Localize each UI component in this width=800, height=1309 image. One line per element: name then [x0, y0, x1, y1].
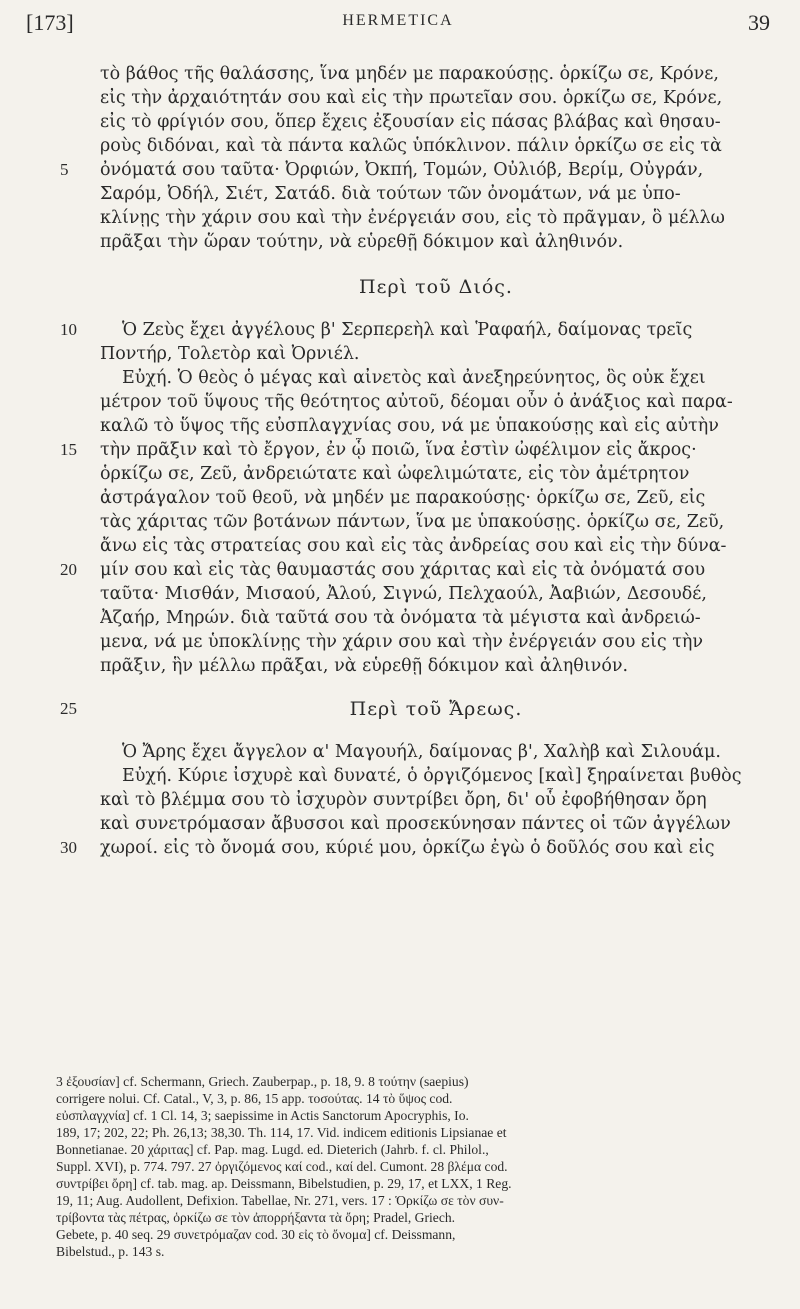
- page-number: 39: [748, 10, 770, 35]
- text-line: κλίνῃς τὴν χάριν σου καὶ τὴν ἐνέργειάν σου, εἰς τὸ πρᾶγμαν, ὃ μέλλω: [100, 208, 725, 228]
- text-line: μενα, νά με ὑποκλίνῃς τὴν χάριν σου καὶ τὴν ἐνέργειάν σου εἰς τὴν: [100, 632, 704, 652]
- footnote-line: 189, 17; 202, 22; Ph. 26,13; 38,30. Th. 114, 17. Vid. indicem editionis Lipsianae et: [56, 1125, 507, 1140]
- text-line: χωροί. εἰς τὸ ὄνομά σου, κύριέ μου, ὁρκίζω ἐγὼ ὁ δοῦλός σου καὶ εἰς: [100, 838, 715, 858]
- text-line: μέτρον τοῦ ὕψους τῆς θεότητος αὐτοῦ, δέομαι οὖν ὁ ἀνάξιος καὶ παρα-: [100, 392, 733, 412]
- text-line: μίν σου καὶ εἰς τὰς θαυμαστάς σου χάριτας καὶ εἰς τὰ ὀνόματά σου: [100, 560, 706, 580]
- line-number: 25: [60, 699, 77, 718]
- footnote-line: συντρίβει ὄρη] cf. tab. mag. ap. Deissmann, Bibelstudien, p. 29, 17, et LXX, 1 Reg.: [56, 1176, 512, 1191]
- footnote-line: τρίβοντα τὰς πέτρας, ὁρκίζω σε τὸν ἀπορρήξαντα τὰ ὄρη; Pradel, Griech.: [56, 1210, 456, 1225]
- section-heading: Περὶ τοῦ Ἄρεως.: [349, 698, 523, 720]
- footnote-line: 3 ἐξουσίαν] cf. Schermann, Griech. Zauberpap., p. 18, 9. 8 τούτην (saepius): [56, 1074, 469, 1089]
- text-line: καλῶ τὸ ὕψος τῆς εὐσπλαγχνίας σου, νά με ὑπακούσῃς καὶ εἰς αὐτὴν: [100, 416, 719, 436]
- line-number: 5: [60, 160, 69, 179]
- text-line: Εὐχή. Κύριε ἰσχυρὲ καὶ δυνατέ, ὁ ὀργιζόμενος [καὶ] ξηραίνεται βυθὸς: [122, 766, 742, 786]
- text-line: ροὺς διδόναι, καὶ τὰ πάντα καλῶς ὑπόκλινον. πάλιν ὁρκίζω σε εἰς τὰ: [100, 136, 722, 156]
- text-line: Ἀζαήρ, Μηρών. διὰ ταῦτά σου τὰ ὀνόματα τὰ μέγιστα καὶ ἀνδρειώ-: [100, 608, 701, 628]
- section-heading: Περὶ τοῦ Διός.: [359, 276, 513, 298]
- footnote-line: Gebete, p. 40 seq. 29 συνετρόμαζαν cod. 30 εἰς τὸ ὄνομα] cf. Deissmann,: [56, 1227, 456, 1242]
- line-number: 15: [60, 440, 77, 459]
- text-line: καὶ συνετρόμασαν ἄβυσσοι καὶ προσεκύνησαν πάντες οἱ τῶν ἀγγέλων: [100, 814, 731, 834]
- text-line: ὀνόματά σου ταῦτα· Ὀρφιών, Ὀκπή, Τομών, Οὐλιόβ, Βερίμ, Οὐγράν,: [100, 160, 704, 180]
- running-title: HERMETICA: [342, 12, 454, 29]
- text-line: Ὁ Ἄρης ἔχει ἄγγελον α' Μαγουήλ, δαίμονας β', Χαλὴβ καὶ Σιλουάμ.: [122, 742, 721, 762]
- text-line: τὰς χάριτας τῶν βοτάνων πάντων, ἵνα με ὑπακούσῃς. ὁρκίζω σε, Ζεῦ,: [100, 512, 725, 532]
- text-line: Ποντήρ, Τολετὸρ καὶ Ὀρνιέλ.: [100, 344, 360, 364]
- footnote-line: Bibelstud., p. 143 s.: [56, 1244, 165, 1259]
- text-line: Ὁ Ζεὺς ἔχει ἀγγέλους β' Σερπερεὴλ καὶ Ῥαφαήλ, δαίμονας τρεῖς: [122, 320, 693, 340]
- text-line: Εὐχή. Ὁ θεὸς ὁ μέγας καὶ αἰνετὸς καὶ ἀνεξηρεύνητος, ὃς οὐκ ἔχει: [122, 368, 706, 388]
- line-number: 20: [60, 560, 77, 579]
- text-line: Σαρόμ, Ὀδήλ, Σιέτ, Σατάδ. διὰ τούτων τῶν ὀνομάτων, νά με ὑπο-: [100, 184, 681, 204]
- footnote-line: Suppl. XVI), p. 774. 797. 27 ὀργιζόμενος καί cod., καί del. Cumont. 28 βλέμα cod.: [56, 1159, 508, 1174]
- line-number: 10: [60, 320, 77, 339]
- line-number: 30: [60, 838, 77, 857]
- text-line: πρᾶξαι τὴν ὥραν τούτην, νὰ εὑρεθῇ δόκιμον καὶ ἀληθινόν.: [100, 232, 624, 252]
- text-line: εἰς τὴν ἀρχαιότητάν σου καὶ εἰς τὴν πρωτεῖαν σου. ὁρκίζω σε, Κρόνε,: [100, 88, 723, 108]
- text-line: πρᾶξιν, ἣν μέλλω πρᾶξαι, νὰ εὑρεθῇ δόκιμον καὶ ἀληθινόν.: [100, 656, 629, 676]
- text-line: εἰς τὸ φρίγιόν σου, ὅπερ ἔχεις ἐξουσίαν εἰς πάσας βλάβας καὶ θησαυ-: [100, 112, 721, 132]
- footnote-line: εὐσπλαγχνία] cf. 1 Cl. 14, 3; saepissime in Actis Sanctorum Apocryphis, Io.: [56, 1108, 469, 1123]
- running-header: [26, 10, 770, 50]
- text-line: τὸ βάθος τῆς θαλάσσης, ἵνα μηδέν με παρακούσῃς. ὁρκίζω σε, Κρόνε,: [100, 64, 719, 84]
- footnote-line: corrigere nolui. Cf. Catal., V, 3, p. 86, 15 app. τοσούτας. 14 τὸ ὕψος cod.: [56, 1091, 453, 1106]
- text-line: ἄνω εἰς τὰς στρατείας σου καὶ εἰς τὰς ἀνδρείας σου καὶ εἰς τὴν δύνα-: [100, 536, 727, 556]
- footnote-line: Bonnetianae. 20 χάριτας] cf. Pap. mag. Lugd. ed. Dieterich (Jahrb. f. cl. Philol.,: [56, 1142, 489, 1157]
- text-line: ἀστράγαλον τοῦ θεοῦ, νὰ μηδέν με παρακούσῃς· ὁρκίζω σε, Ζεῦ, εἰς: [100, 488, 706, 508]
- text-line: ταῦτα· Μισθάν, Μισαού, Ἀλού, Σιγνώ, Πελχαούλ, Ἀαβιών, Δεσουδέ,: [100, 584, 707, 604]
- page-label: [173]: [26, 10, 74, 35]
- text-line: τὴν πρᾶξιν καὶ τὸ ἔργον, ἐν ᾧ ποιῶ, ἵνα ἐστὶν ὠφέλιμον εἰς ἄκρος·: [100, 440, 697, 460]
- text-line: καὶ τὸ βλέμμα σου τὸ ἰσχυρὸν συντρίβει ὄρη, δι' οὗ ἐφοβήθησαν ὄρη: [100, 790, 707, 810]
- text-line: ὁρκίζω σε, Ζεῦ, ἀνδρειώτατε καὶ ὠφελιμώτατε, εἰς τὸν ἀμέτρητον: [100, 464, 690, 484]
- footnote-line: 19, 11; Aug. Audollent, Defixion. Tabellae, Nr. 271, vers. 17 : Ὁρκίζω σε τὸν συν-: [56, 1193, 504, 1208]
